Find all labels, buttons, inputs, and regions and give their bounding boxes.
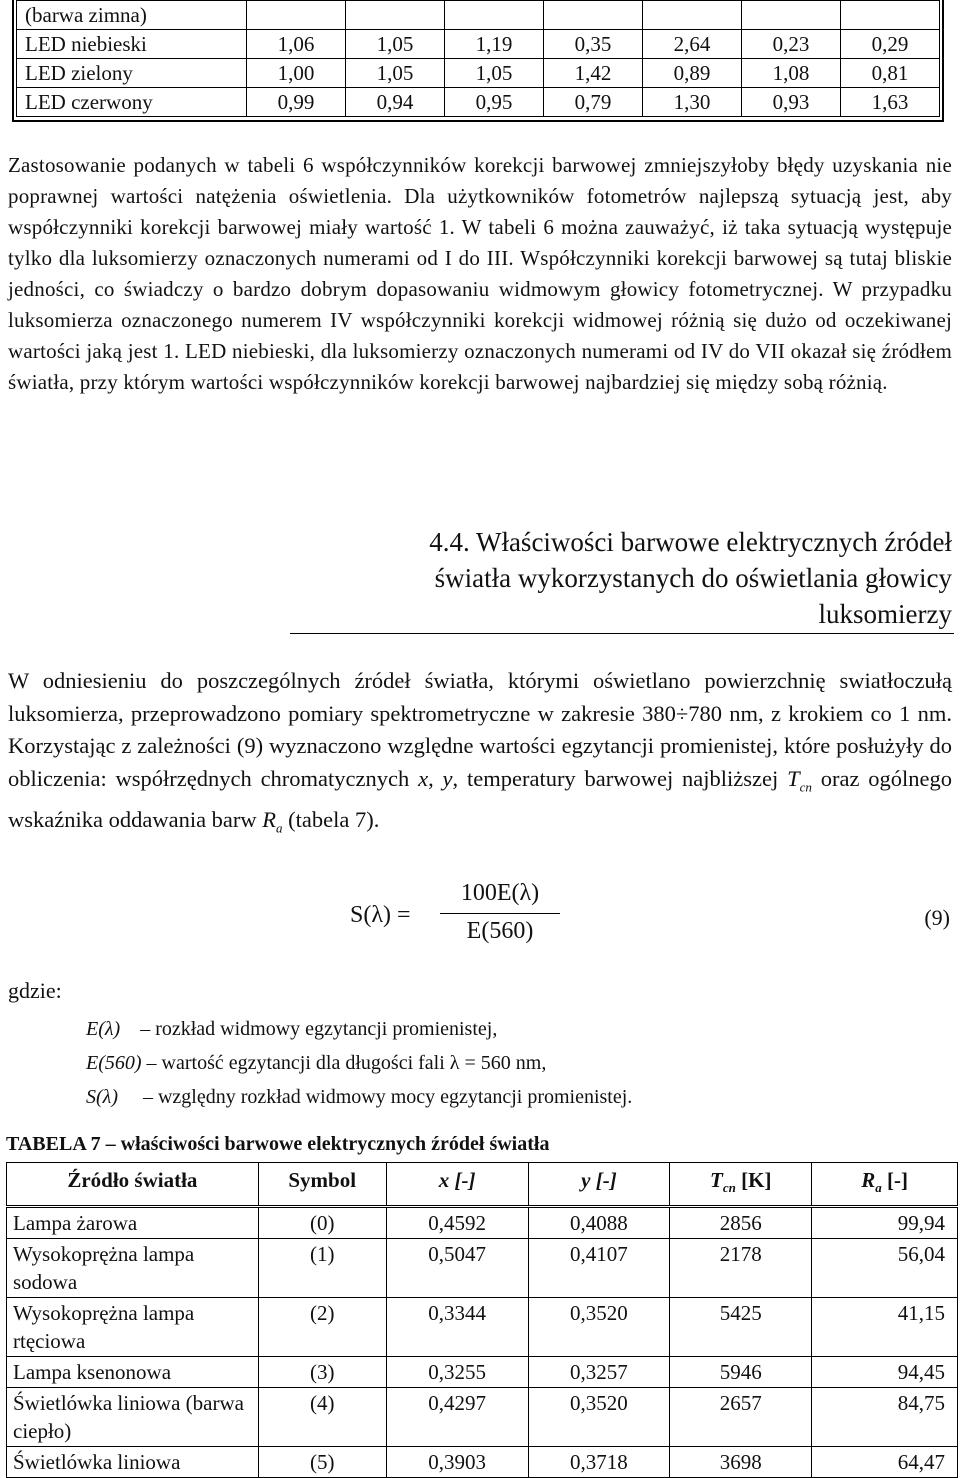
- cell-symbol: (1): [258, 1239, 386, 1298]
- cell-symbol: (4): [258, 1388, 386, 1447]
- table-cell: 0,23: [742, 30, 841, 59]
- table-row: [7, 1239, 958, 1298]
- cell-y: 0,3520: [528, 1298, 670, 1357]
- table-cell: 1,42: [544, 59, 643, 88]
- heading-underline: [290, 633, 954, 634]
- cell-source: Lampa ksenonowa: [7, 1357, 259, 1388]
- table-cell: 1,00: [247, 59, 346, 88]
- table-header-row: [7, 1163, 958, 1207]
- text-span: W odniesieniu do poszczególnych źródeł światła, którymi oświetlano powierzchnię swiatłoczułą luksomierza, przeprowadzono pomiary spektrometryczne w zakresie 380÷780 nm, z krokiem co 1 nm. Korzystając z zależności (9) wyznaczono względne wartości egzytancji promienistej, które posłużyły do obliczenia: współrzędnych chromatycznych: [8, 668, 952, 791]
- cell-ra: 94,45: [812, 1357, 958, 1388]
- table-row: [7, 1207, 958, 1239]
- cell-source: Świetlówka liniowa: [7, 1447, 259, 1478]
- definition-symbol: S(λ): [86, 1086, 118, 1108]
- cell-x: 0,5047: [386, 1239, 528, 1298]
- header-text: T: [710, 1168, 723, 1192]
- cell-ra: 41,15: [812, 1298, 958, 1357]
- table-7: [6, 1162, 958, 1478]
- cell-symbol: (0): [258, 1207, 386, 1239]
- where-label: gdzie:: [8, 978, 62, 1003]
- definition-text: – względny rozkład widmowy mocy egzytancji promienistej.: [142, 1086, 633, 1108]
- table-row: [7, 1447, 958, 1478]
- column-header: [528, 1163, 670, 1207]
- table-row: [7, 1298, 958, 1357]
- cell-y: 0,3520: [528, 1388, 670, 1447]
- formula-lhs: S(λ) =: [350, 902, 411, 928]
- formula-denominator: E(560): [466, 918, 534, 944]
- text-span: oraz ogólnego wskaźnika oddawania barw: [8, 765, 952, 832]
- table-cell: 1,63: [841, 88, 940, 117]
- cell-x: 0,3344: [386, 1298, 528, 1357]
- definition-item: [86, 1080, 632, 1114]
- table-cell: 0,94: [346, 88, 445, 117]
- symbol-subscript: a: [276, 820, 283, 835]
- cell-ra: 56,04: [812, 1239, 958, 1298]
- symbol-y: y: [442, 765, 453, 791]
- definition-item: [86, 1046, 632, 1080]
- header-unit: [K]: [735, 1168, 772, 1192]
- cell-ra: 84,75: [812, 1388, 958, 1447]
- column-header: Symbol: [258, 1163, 386, 1207]
- cell-tcn: 5425: [670, 1298, 812, 1357]
- definition-text: – wartość egzytancji dla długości fali λ = 560 nm,: [146, 1052, 547, 1074]
- definition-symbol: E(λ): [86, 1018, 121, 1040]
- symbol-r: R: [262, 806, 277, 832]
- cell-y: 0,3257: [528, 1357, 670, 1388]
- formula-fraction: [440, 880, 560, 945]
- symbol-x: x: [418, 765, 429, 791]
- cell-source: Wysokoprężna lampa rtęciowa: [7, 1298, 259, 1357]
- cell-tcn: 5946: [670, 1357, 812, 1388]
- section-heading-line: luksomierzy: [818, 599, 952, 629]
- table-cell: 1,05: [346, 30, 445, 59]
- table-6-border: [12, 0, 944, 122]
- cell-source: Lampa żarowa: [7, 1207, 259, 1239]
- table-cell: 0,99: [247, 88, 346, 117]
- table-cell: 0,35: [544, 30, 643, 59]
- cell-tcn: 2178: [670, 1239, 812, 1298]
- table-cell: 1,06: [247, 30, 346, 59]
- section-heading: [290, 524, 952, 632]
- header-text: x [-]: [438, 1168, 476, 1192]
- cell-tcn: 2657: [670, 1388, 812, 1447]
- row-label: LED niebieski: [17, 30, 247, 59]
- cell-symbol: (2): [258, 1298, 386, 1357]
- cell-ra: 64,47: [812, 1447, 958, 1478]
- table-cell: 0,93: [742, 88, 841, 117]
- section-heading-line: 4.4. Właściwości barwowe elektrycznych źródeł: [429, 527, 952, 557]
- cell-source: Świetlówka liniowa (barwa ciepło): [7, 1388, 259, 1447]
- header-unit: [-]: [881, 1168, 908, 1192]
- cell-x: 0,3255: [386, 1357, 528, 1388]
- column-header: [812, 1163, 958, 1207]
- table-cell: 0,29: [841, 30, 940, 59]
- table-cell: 1,30: [643, 88, 742, 117]
- table-cell: 1,05: [445, 59, 544, 88]
- row-label: LED zielony: [17, 59, 247, 88]
- text-span: , temperatury barwowej najbliższej: [452, 765, 788, 791]
- header-subscript: a: [875, 1180, 882, 1196]
- cell-y: 0,4107: [528, 1239, 670, 1298]
- column-header: Źródło światła: [7, 1163, 259, 1207]
- column-header: [670, 1163, 812, 1207]
- table-cell: 0,95: [445, 88, 544, 117]
- header-text: R: [861, 1168, 876, 1192]
- definition-text: – rozkład widmowy egzytancji promienistej,: [140, 1018, 498, 1040]
- cell-x: 0,4592: [386, 1207, 528, 1239]
- definitions-list: [86, 1012, 632, 1114]
- table-row: [7, 1388, 958, 1447]
- table-cell: 1,19: [445, 30, 544, 59]
- table-row: [7, 1357, 958, 1388]
- definition-symbol: E(560): [86, 1052, 142, 1074]
- text-span: (tabela 7).: [282, 806, 380, 832]
- table-cell: 2,64: [643, 30, 742, 59]
- symbol-t: T: [787, 765, 800, 791]
- cell-tcn: 3698: [670, 1447, 812, 1478]
- symbol-subscript: cn: [799, 779, 812, 794]
- cell-source: Wysokoprężna lampa sodowa: [7, 1239, 259, 1298]
- table-cell: 0,89: [643, 59, 742, 88]
- cell-ra: 99,94: [812, 1207, 958, 1239]
- cell-tcn: 2856: [670, 1207, 812, 1239]
- text-span: ,: [428, 765, 443, 791]
- paragraph-color-correction: Zastosowanie podanych w tabeli 6 współczynników korekcji barwowej zmniejszyłoby błędy uzyskania nie poprawnej wartości natężenia oświetlenia. Dla użytkowników fotometrów najlepszą sytuacją jest, aby współczynniki korekcji barwowej miały wartość 1. W tabeli 6 można zauważyć, iż taka sytuacją występuje tylko dla luksomierzy oznaczonych numerami od I do III. Współczynniki korekcji barwowej są tutaj bliskie jedności, co świadczy o bardzo dobrym dopasowaniu widmowym głowicy fotometrycznej. W przypadku luksomierza oznaczonego numerem IV współczynniki korekcji widmowej różnią się dużo od oczekiwanej wartości jaką jest 1. LED niebieski, dla luksomierzy oznaczonych numerami od IV do VII okazał się źródłem światła, przy którym wartości współczynników korekcji barwowej najbardziej się między sobą różnią.: [8, 153, 952, 394]
- header-text: y [-]: [581, 1168, 617, 1192]
- cell-symbol: (5): [258, 1447, 386, 1478]
- cell-symbol: (3): [258, 1357, 386, 1388]
- cell-x: 0,3903: [386, 1447, 528, 1478]
- cell-y: 0,4088: [528, 1207, 670, 1239]
- table-7-caption: TABELA 7 – właściwości barwowe elektrycznych źródeł światła: [6, 1133, 550, 1155]
- table-cell: 1,05: [346, 59, 445, 88]
- cell-x: 0,4297: [386, 1388, 528, 1447]
- column-header: [386, 1163, 528, 1207]
- row-label: LED czerwony: [17, 88, 247, 117]
- table-cell: 0,79: [544, 88, 643, 117]
- table-cell: 0,81: [841, 59, 940, 88]
- fraction-bar: [440, 913, 560, 914]
- definition-item: [86, 1012, 632, 1046]
- table-cell: 1,08: [742, 59, 841, 88]
- formula-numerator: 100E(λ): [460, 880, 540, 906]
- equation-number: (9): [924, 905, 950, 930]
- paragraph-measurements: [8, 665, 952, 845]
- row-label: (barwa zimna): [17, 1, 247, 30]
- section-heading-line: światła wykorzystanych do oświetlania głowicy: [434, 563, 952, 593]
- header-subscript: cn: [722, 1180, 736, 1196]
- cell-y: 0,3718: [528, 1447, 670, 1478]
